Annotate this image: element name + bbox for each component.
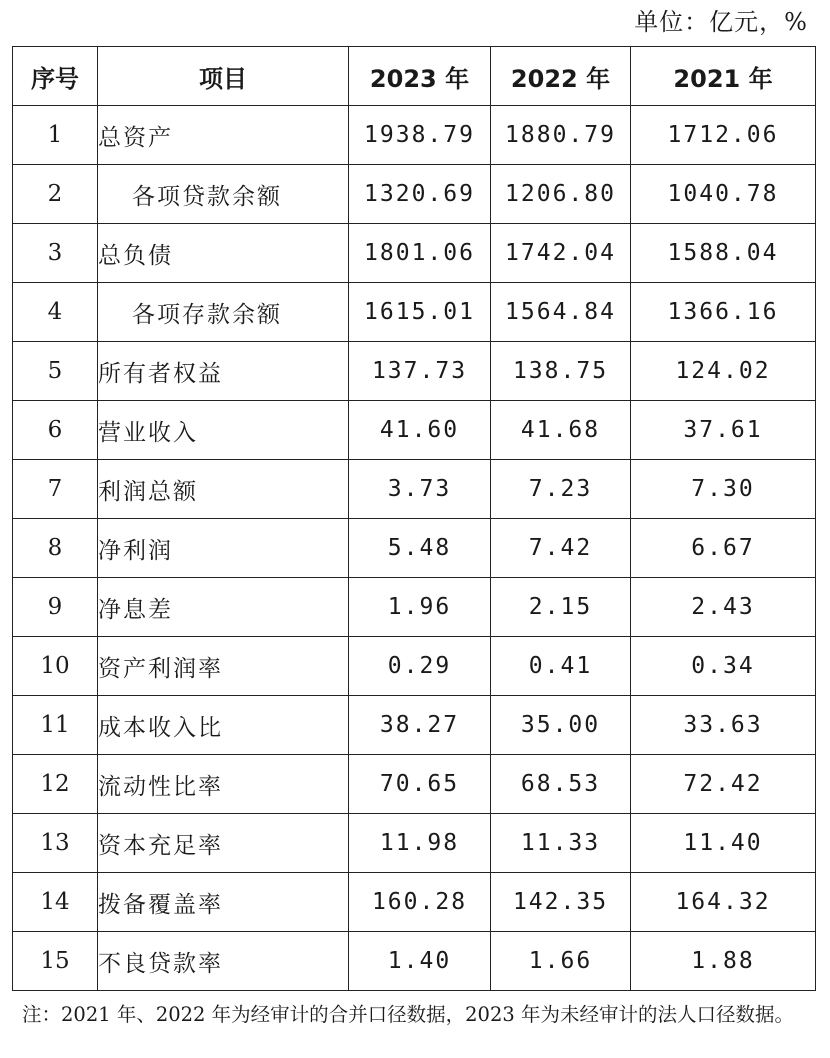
row-item-name: 净息差 [98, 578, 349, 637]
row-serial: 13 [13, 814, 98, 873]
row-value-2021: 2.43 [631, 578, 816, 637]
row-value-2021: 1040.78 [631, 165, 816, 224]
row-value-2023: 41.60 [349, 401, 491, 460]
unit-label: 单位：亿元，% [634, 8, 808, 36]
row-value-2022: 35.00 [491, 696, 631, 755]
row-value-2023: 0.29 [349, 637, 491, 696]
table-row [13, 873, 816, 932]
row-value-2021: 1.88 [631, 932, 816, 991]
row-value-2022: 7.23 [491, 460, 631, 519]
row-value-2022: 7.42 [491, 519, 631, 578]
row-value-2023: 11.98 [349, 814, 491, 873]
row-value-2022: 41.68 [491, 401, 631, 460]
table-row [13, 342, 816, 401]
row-value-2023: 137.73 [349, 342, 491, 401]
row-value-2021: 124.02 [631, 342, 816, 401]
row-item-name: 各项存款余额 [98, 283, 349, 342]
row-item-name: 利润总额 [98, 460, 349, 519]
row-serial: 7 [13, 460, 98, 519]
row-value-2023: 1320.69 [349, 165, 491, 224]
row-value-2023: 1938.79 [349, 106, 491, 165]
row-value-2022: 142.35 [491, 873, 631, 932]
row-value-2021: 33.63 [631, 696, 816, 755]
financial-table [12, 46, 816, 991]
header-2023: 2023 年 [349, 47, 491, 106]
row-value-2022: 0.41 [491, 637, 631, 696]
row-serial: 12 [13, 755, 98, 814]
header-item: 项目 [98, 47, 349, 106]
row-value-2022: 1564.84 [491, 283, 631, 342]
row-value-2022: 11.33 [491, 814, 631, 873]
row-value-2023: 38.27 [349, 696, 491, 755]
row-value-2023: 1801.06 [349, 224, 491, 283]
table-row [13, 814, 816, 873]
row-value-2023: 1.96 [349, 578, 491, 637]
row-value-2021: 1366.16 [631, 283, 816, 342]
row-item-name: 拨备覆盖率 [98, 873, 349, 932]
row-item-name: 成本收入比 [98, 696, 349, 755]
row-serial: 11 [13, 696, 98, 755]
row-item-name: 资本充足率 [98, 814, 349, 873]
row-item-name: 资产利润率 [98, 637, 349, 696]
table-header-row [13, 47, 816, 106]
row-serial: 15 [13, 932, 98, 991]
row-value-2022: 68.53 [491, 755, 631, 814]
row-value-2022: 138.75 [491, 342, 631, 401]
table-row [13, 401, 816, 460]
footnote: 注：2021 年、2022 年为经审计的合并口径数据，2023 年为未经审计的法人口径数据。 [22, 1003, 794, 1026]
row-value-2022: 2.15 [491, 578, 631, 637]
row-item-name: 净利润 [98, 519, 349, 578]
row-serial: 4 [13, 283, 98, 342]
table-row [13, 932, 816, 991]
row-value-2022: 1880.79 [491, 106, 631, 165]
row-item-name: 各项贷款余额 [98, 165, 349, 224]
row-serial: 8 [13, 519, 98, 578]
table-row [13, 637, 816, 696]
row-serial: 5 [13, 342, 98, 401]
table-row [13, 224, 816, 283]
row-value-2022: 1.66 [491, 932, 631, 991]
table-row [13, 460, 816, 519]
row-serial: 2 [13, 165, 98, 224]
row-value-2023: 5.48 [349, 519, 491, 578]
row-value-2022: 1206.80 [491, 165, 631, 224]
header-2022: 2022 年 [491, 47, 631, 106]
row-serial: 6 [13, 401, 98, 460]
row-item-name: 所有者权益 [98, 342, 349, 401]
row-value-2021: 6.67 [631, 519, 816, 578]
row-serial: 3 [13, 224, 98, 283]
row-value-2021: 1588.04 [631, 224, 816, 283]
row-item-name: 流动性比率 [98, 755, 349, 814]
row-value-2021: 72.42 [631, 755, 816, 814]
row-value-2022: 1742.04 [491, 224, 631, 283]
row-value-2023: 3.73 [349, 460, 491, 519]
header-serial: 序号 [13, 47, 98, 106]
row-item-name: 总资产 [98, 106, 349, 165]
row-value-2021: 7.30 [631, 460, 816, 519]
row-value-2021: 164.32 [631, 873, 816, 932]
table-row [13, 519, 816, 578]
row-serial: 10 [13, 637, 98, 696]
row-serial: 14 [13, 873, 98, 932]
table-row [13, 165, 816, 224]
header-2021: 2021 年 [631, 47, 816, 106]
row-value-2023: 70.65 [349, 755, 491, 814]
table-row [13, 106, 816, 165]
table-row [13, 283, 816, 342]
row-value-2023: 1.40 [349, 932, 491, 991]
row-item-name: 不良贷款率 [98, 932, 349, 991]
row-value-2021: 0.34 [631, 637, 816, 696]
row-value-2023: 160.28 [349, 873, 491, 932]
row-value-2021: 1712.06 [631, 106, 816, 165]
row-item-name: 营业收入 [98, 401, 349, 460]
row-value-2021: 37.61 [631, 401, 816, 460]
row-serial: 1 [13, 106, 98, 165]
row-value-2021: 11.40 [631, 814, 816, 873]
table-row [13, 578, 816, 637]
table-row [13, 755, 816, 814]
row-serial: 9 [13, 578, 98, 637]
table-body [13, 106, 816, 991]
row-value-2023: 1615.01 [349, 283, 491, 342]
table-row [13, 696, 816, 755]
row-item-name: 总负债 [98, 224, 349, 283]
